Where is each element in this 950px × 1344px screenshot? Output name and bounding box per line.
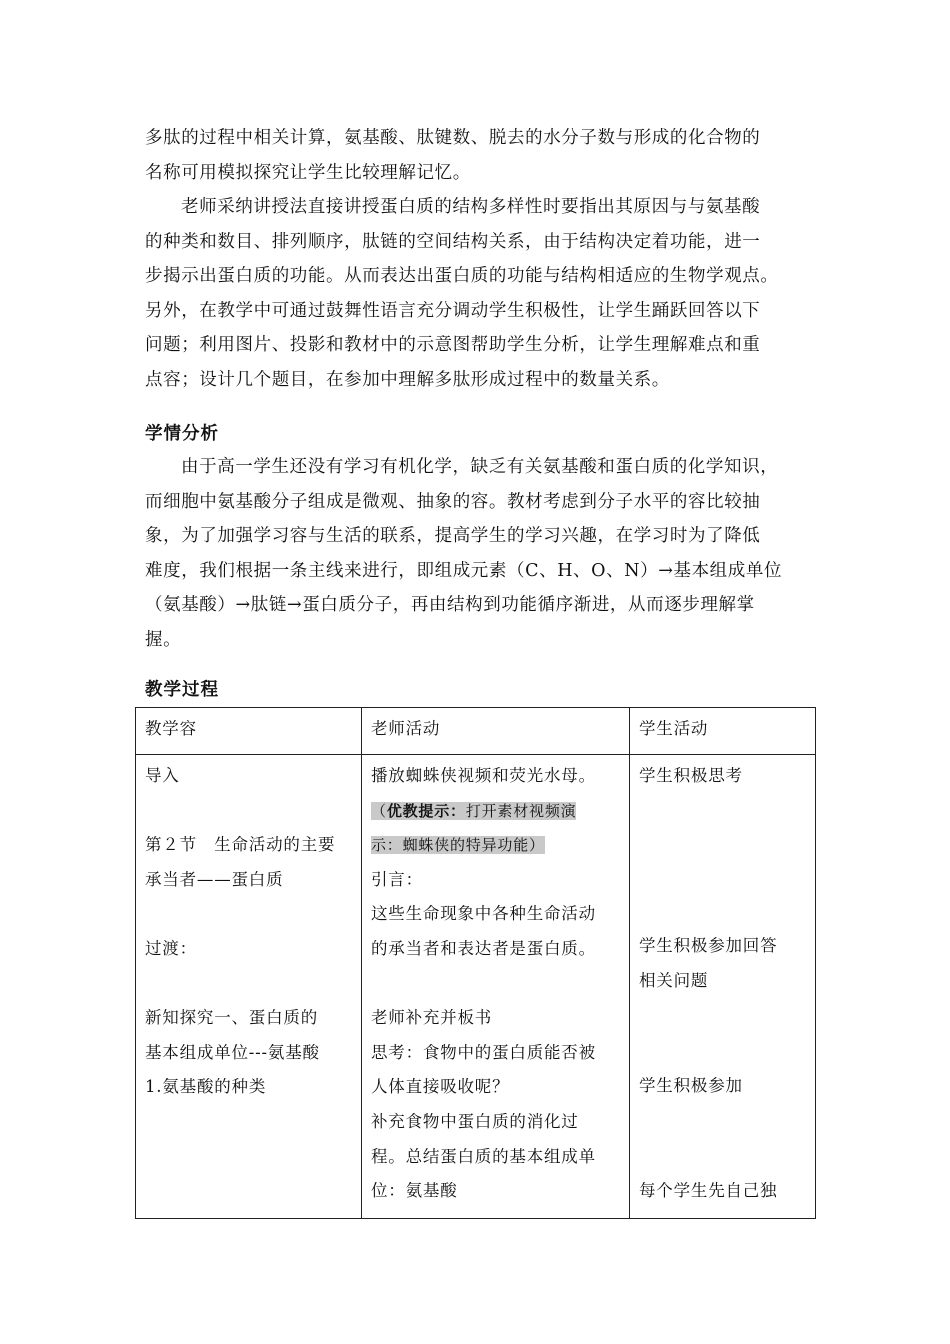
text-line: 多肽的过程中相关计算，氨基酸、肽键数、脱去的水分子数与形成的化合物的 [145,128,761,148]
cell-text: 相关问题 [639,970,709,990]
teaching-tip-continued [371,828,621,863]
cell-text: 学生积极参加 [639,1076,743,1096]
header-cell: 教学容 [136,708,362,755]
cell-text: 的承当者和表达者是蛋白质。 [371,938,596,958]
cell-text: 承当者——蛋白质 [145,869,284,889]
cell-text: 学生积极参加回答 [639,936,778,956]
teaching-process-table [135,707,816,1219]
cell-text: 补充食物中蛋白质的消化过 [371,1111,579,1131]
text-line: （氨基酸）→肽链→蛋白质分子，再由结构到功能循序渐进，从而逐步理解掌 [145,595,755,616]
cell-text: 第２节 生命活动的主要 [145,835,336,855]
tip-label: 优教提示： [386,801,466,820]
student-activity-cell [630,755,816,1219]
header-cell: 学生活动 [630,708,816,755]
student-analysis-paragraph [145,450,817,658]
table-header-row [136,708,816,755]
cell-text: 这些生命现象中各种生命活动 [371,904,596,924]
text-line: 的种类和数目、排列顺序，肽链的空间结构关系，由于结构决定着功能，进一 [145,231,761,252]
text-line: 象，为了加强学习容与生活的联系，提高学生的学习兴趣，在学习时为了降低 [145,526,761,547]
cell-text: 思考：食物中的蛋白质能否被 [371,1042,596,1062]
text-line: 另外，在教学中可通过鼓舞性语言充分调动学生积极性，让学生踊跃回答以下 [145,300,761,321]
cell-text: 导入 [145,766,180,785]
text-line: 难度，我们根据一条主线来进行，即组成元素（C、H、O、N）→基本组成单位 [145,560,783,581]
cell-text: 引言： [371,869,423,889]
cell-text: 人体直接吸收呢？ [371,1077,510,1097]
cell-text: 老师补充并板书 [371,1008,493,1028]
table-row [136,755,816,1219]
teacher-activity-cell [362,755,630,1219]
method-paragraph [145,190,817,398]
cell-text: 程。总结蛋白质的基本组成单 [371,1146,596,1166]
cell-text: 播放蜘蛛侠视频和荧光水母。 [371,766,596,785]
cell-text: 新知探究一、蛋白质的 [145,1008,318,1028]
teaching-tip [371,794,621,829]
text-line: 名称可用模拟探究让学生比较理解记忆。 [145,162,471,183]
text-line: 握。 [145,629,182,650]
cell-text: 基本组成单位---氨基酸 [145,1042,320,1062]
section-heading-teaching-process: 教学过程 [145,680,219,700]
cell-text: 位：氨基酸 [371,1181,458,1201]
tip-text: 示：蜘蛛侠的特异功能） [371,836,545,855]
tip-bracket: （ [371,801,387,820]
text-line: 问题；利用图片、投影和教材中的示意图帮助学生分析，让学生理解难点和重 [145,335,761,356]
text-line: 老师采纳讲授法直接讲授蛋白质的结构多样性时要指出其原因与与氨基酸 [181,197,761,217]
cell-text: 每个学生先自己独 [639,1181,778,1201]
text-line: 而细胞中氨基酸分子组成是微观、抽象的容。教材考虑到分子水平的容比较抽 [145,491,761,512]
cell-text: 1.氨基酸的种类 [145,1077,267,1097]
header-cell: 老师活动 [362,708,630,755]
section-heading-student-analysis: 学情分析 [145,424,219,444]
text-line: 点容；设计几个题目，在参加中理解多肽形成过程中的数量关系。 [145,369,670,390]
content-cell [136,755,362,1219]
tip-text: 打开素材视频演 [465,801,577,820]
text-line: 步揭示出蛋白质的功能。从而表达出蛋白质的功能与结构相适应的生物学观点。 [145,266,779,287]
text-line: 由于高一学生还没有学习有机化学，缺乏有关氨基酸和蛋白质的化学知识， [181,457,779,477]
intro-paragraph [145,121,817,190]
cell-text: 过渡： [145,938,197,958]
cell-text: 学生积极思考 [639,766,743,785]
